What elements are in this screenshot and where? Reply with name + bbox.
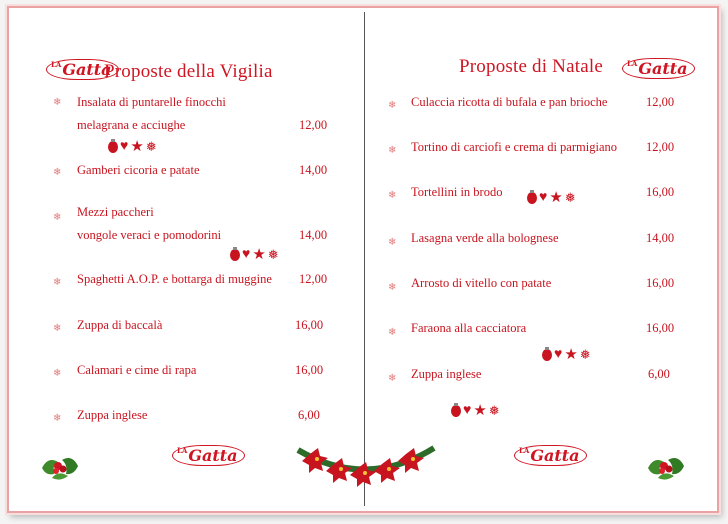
ornament-icon [451,405,461,417]
menu-item-name: Tortellini in brodo [411,185,503,199]
menu-item-price: 6,00 [298,408,320,422]
holiday-icons [230,249,279,261]
snowflake-icon: ❅ [145,139,157,154]
star-icon: ★ [549,190,563,206]
menu-item-price: 16,00 [295,318,324,332]
bullet-icon: ❄ [53,413,62,424]
title-vigilia: Proposte della Vigilia [104,61,273,82]
bullet-icon: ❄ [388,373,397,384]
ornament-icon [542,349,552,361]
menu-item-name: Calamari e cime di rapa [77,363,197,377]
star-icon: ★ [473,403,487,419]
heart-icon: ♥ [242,247,251,262]
menu-item-name: Culaccia ricotta di bufala e pan brioche [411,95,608,109]
bullet-icon: ❄ [388,237,397,248]
ornament-icon [230,249,240,261]
menu-item-name: Gamberi cicoria e patate [77,163,200,177]
title-natale: Proposte di Natale [459,56,603,77]
bullet-icon: ❄ [388,145,397,156]
menu-item-name: Insalata di puntarelle finocchi [77,95,226,109]
snowflake-icon: ❅ [579,347,591,362]
bullet-icon: ❄ [53,97,62,108]
menu-item-price: 12,00 [646,95,675,109]
brand-logo-left-footer: $^{LA}$Gatta [172,446,245,465]
bullet-icon: ❄ [53,368,62,379]
star-icon: ★ [564,347,578,363]
heart-icon: ♥ [554,347,563,362]
bullet-icon: ❄ [53,323,62,334]
star-icon: ★ [130,139,144,155]
heart-icon: ♥ [539,190,548,205]
holiday-icons [451,405,500,417]
bullet-icon: ❄ [53,277,62,288]
holly-icon [644,448,688,484]
bullet-icon: ❄ [388,282,397,293]
menu-item-name: Faraona alla cacciatora [411,321,527,335]
menu-item-name: Zuppa inglese [77,408,148,422]
poinsettia-garland-icon [296,440,436,490]
ornament-icon [108,141,118,153]
holiday-icons [108,141,157,153]
menu-item-price: 14,00 [646,231,675,245]
menu-item-price: 6,00 [648,367,670,381]
menu-item-name: Zuppa di baccalà [77,318,163,332]
menu-item-name: Zuppa inglese [411,367,482,381]
holly-icon [38,448,82,484]
menu-item-name-line2: vongole veraci e pomodorini [77,228,222,242]
menu-item-price: 12,00 [646,140,675,154]
heart-icon: ♥ [463,403,472,418]
heart-icon: ♥ [120,139,129,154]
menu-item-price: 16,00 [646,185,675,199]
bullet-icon: ❄ [388,190,397,201]
bullet-icon: ❄ [53,167,62,178]
ornament-icon [527,192,537,204]
menu-item-name: Mezzi paccheri [77,205,154,219]
menu-item-price: 16,00 [646,321,675,335]
menu-item-price: 12,00 [299,272,328,286]
menu-item-price: 14,00 [299,228,328,242]
menu-item-price: 14,00 [299,163,328,177]
page-divider [364,12,365,506]
menu-item-name-line2: melagrana e acciughe [77,118,186,132]
menu-item-price: 16,00 [295,363,324,377]
bullet-icon: ❄ [388,327,397,338]
menu-item-name: Spaghetti A.O.P. e bottarga di muggine [77,272,272,286]
snowflake-icon: ❅ [488,403,500,418]
bullet-icon: ❄ [53,212,62,223]
snowflake-icon: ❅ [564,190,576,205]
brand-logo-left-header: $^{LA}$Gatta [46,60,119,79]
holiday-icons [527,192,576,204]
bullet-icon: ❄ [388,100,397,111]
menu-item-price: 12,00 [299,118,328,132]
snowflake-icon: ❅ [267,247,279,262]
star-icon: ★ [252,247,266,263]
brand-logo-right-header: $^{LA}$Gatta [622,59,695,78]
menu-item-name: Tortino di carciofi e crema di parmigiano [411,140,617,154]
menu-item-name: Arrosto di vitello con patate [411,276,552,290]
brand-logo-right-footer: $^{LA}$Gatta [514,446,587,465]
holiday-icons [542,349,591,361]
menu-item-price: 16,00 [646,276,675,290]
menu-item-name: Lasagna verde alla bolognese [411,231,559,245]
